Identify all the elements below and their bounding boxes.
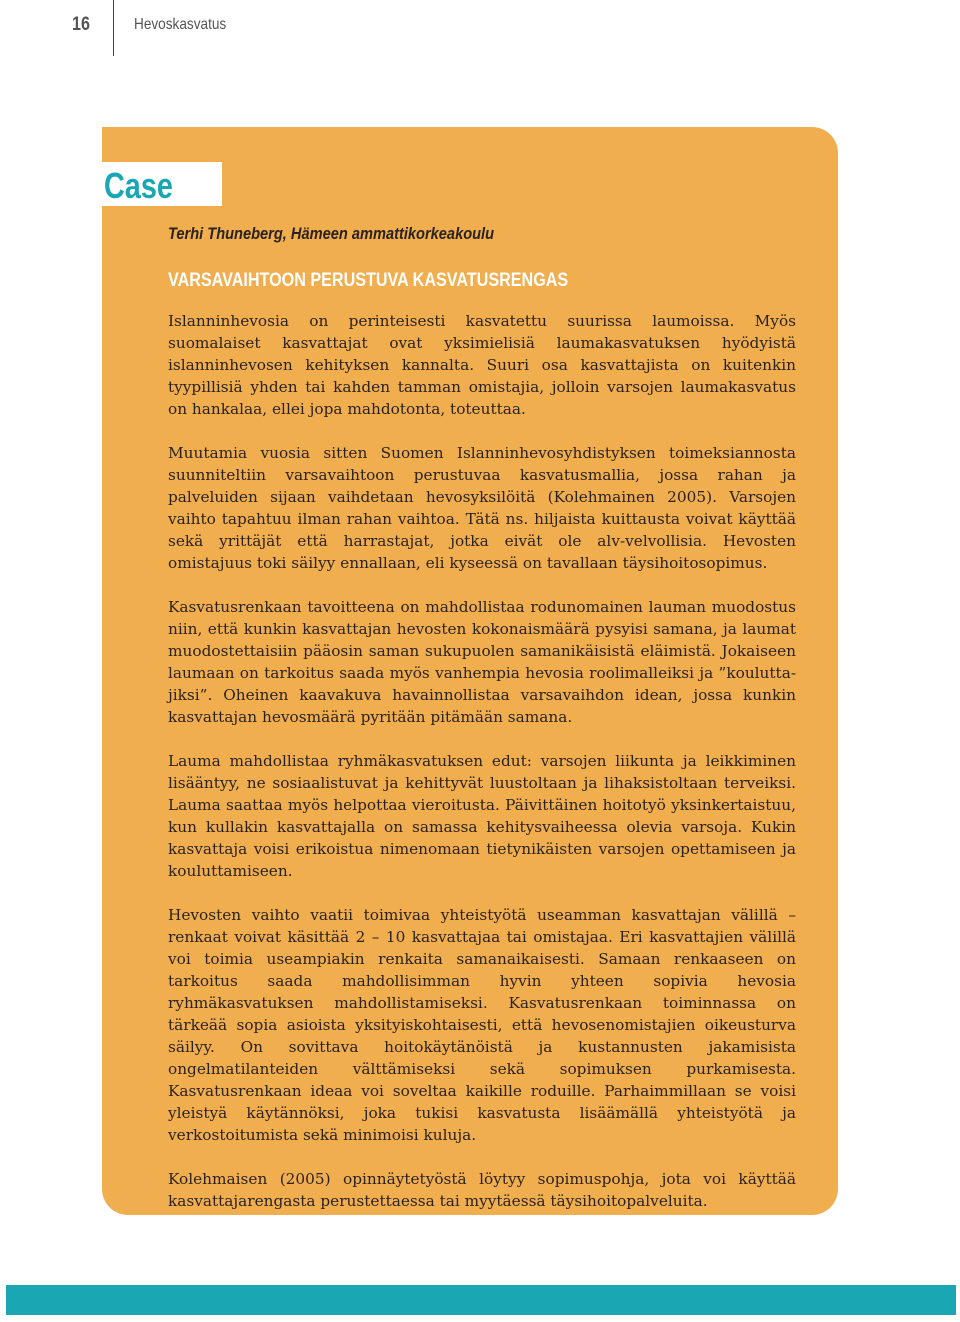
paragraph-3: Kasvatusrenkaan tavoitteena on mahdollistaa rodunomainen lauman muodostus niin, että kunkin kasvattajan hevosten kokonaismäärä pysyisi samana, ja laumat muodostettaisiin pääosin saman sukupuolen samanikäisistä eläimistä. Jokaiseen laumaan on tarkoitus saada myös vanhempia hevosia roolimalleiksi ja ”kouluttajiksi”. Oheinen kaavakuva havainnollistaa varsavaihdon idean, jossa kunkin kasvattajan hevosmäärä pyritään pitämään samana. xyxy=(168,598,796,726)
paragraph-6: Kolehmaisen (2005) opinnäytetyöstä löytyy sopimuspohja, jota voi käyttää kasvattajarengasta perustettaessa tai myytäessä täysihoitopalveluita. xyxy=(168,1170,796,1210)
case-label: Case xyxy=(104,165,173,206)
author-line: Terhi Thuneberg, Hämeen ammattikorkeakoulu xyxy=(168,224,495,243)
page-number: 16 xyxy=(72,14,90,35)
running-head: Hevoskasvatus xyxy=(134,16,227,33)
paragraph-4: Lauma mahdollistaa ryhmäkasvatuksen edut: varsojen liikunta ja leikkiminen lisääntyy, ne sosiaalistuvat ja kehittyvät luustoltaan ja lihaksistoltaan terveiksi. Lauma saattaa myös helpottaa vieroitusta. Päivittäinen hoitotyö yksinkertaistuu, kun kullakin kasvattajalla on samassa kehitysvaiheessa olevia varsoja. Kukin kasvattaja voisi erikoistua nimenomaan tietynikäisten varsojen opettamiseen ja kouluttamiseen. xyxy=(168,752,796,880)
footer-bar xyxy=(6,1285,956,1315)
article-title: VARSAVAIHTOON PERUSTUVA KASVATUSRENGAS xyxy=(168,270,569,291)
paragraph-2: Muutamia vuosia sitten Suomen Islanninhevosyhdistyksen toimeksiannosta suunniteltiin varsavaihtoon perustuvaa kasvatusmallia, jossa rahan ja palveluiden sijaan vaihdetaan hevosyksilöitä (Kolehmainen 2005). Varsojen vaihto tapahtuu ilman rahan vaihtoa. Tätä ns. hiljaista kuittausta voivat käyttää sekä yrittäjät että harrastajat, jotka eivät ole alv-velvollisia. Hevosten omistajuus toki säilyy ennallaan, eli kyseessä on tavallaan täysihoitosopimus. xyxy=(168,444,796,572)
article-body xyxy=(168,310,796,1212)
header-divider xyxy=(113,0,114,56)
paragraph-1: Islanninhevosia on perinteisesti kasvatettu suurissa laumoissa. Myös suomalaiset kasvattajat ovat yksimielisiä laumakasvatuksen hyödyistä islanninhevosen kehityksen kannalta. Suuri osa kasvattajista on kuitenkin tyypillisiä yhden tai kahden tamman omistajia, jolloin varsojen laumakasvatus on hankalaa, ellei jopa mahdotonta, toteuttaa. xyxy=(168,312,796,418)
paragraph-5: Hevosten vaihto vaatii toimivaa yhteistyötä useamman kasvattajan välillä – renkaat voivat käsittää 2 – 10 kasvattajaa tai omistajaa. Eri kasvattajien välillä voi toimia useampiakin renkaita samanaikaisesti. Samaan renkaaseen on tarkoitus saada mahdollisimman hyvin yhteen sopivia hevosia ryhmäkasvatuksen mahdollistamiseksi. Kasvatusrenkaan toiminnassa on tärkeää sopia asioista yksityiskohtaisesti, että hevosenomistajien oikeusturva säilyy. On sovittava hoitokäytänöistä ja kustannusten jakamisista ongelmatilanteiden välttämiseksi sekä sopimuksen purkamisesta. Kasvatusrenkaan ideaa voi soveltaa kaikille roduille. Parhaimmillaan se voisi yleistyä käytännöksi, joka tukisi kasvatusta lisäämällä yhteistyötä ja verkostoitumista sekä minimoisi kuluja. xyxy=(168,906,796,1144)
case-content xyxy=(168,224,796,1234)
